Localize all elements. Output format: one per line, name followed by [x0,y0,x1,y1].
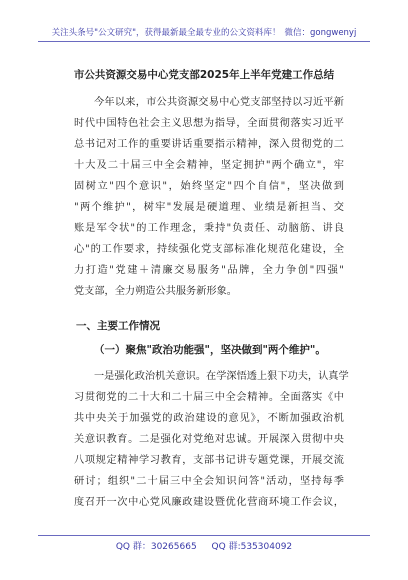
footer-qq-group-2: QQ 群:535304092 [211,542,293,552]
paragraph-line: 固树立"四个意识"，始终坚定"四个自信"，坚决做到 [74,181,344,192]
paragraph-line: 力打造"党建＋清廉交易服务"品牌，全力争创"四强" [74,265,344,276]
paragraph-line: 习贯彻党的二十大和二十届三中全会精神。全面落实《中 [74,392,344,403]
paragraph-line: 账是军令状"的工作理念，秉持"负责任、动脑筋、讲良 [74,223,344,234]
paragraph-line: "两个维护"，树牢"发展是硬道理、业绩是新担当、交 [74,202,344,213]
page-footer [38,535,370,552]
section-paragraph [74,366,349,513]
paragraph-line: 一是强化政治机关意识。在学深悟透上狠下功夫，认真学 [94,371,349,382]
intro-paragraph [74,92,344,302]
paragraph-line: 关意识教育。二是强化对党绝对忠诚。开展深入贯彻中央 [74,434,344,445]
paragraph-line: 时代中国特色社会主义思想为指导，全面贯彻落实习近平 [74,118,344,129]
paragraph-line: 十大及二十届三中全会精神，坚定拥护"两个确立"，牢 [74,160,344,171]
section-heading: 一、主要工作情况 [76,320,160,332]
document-title: 市公共资源交易中心党支部2025年上半年党建工作总结 [73,69,335,81]
paragraph-line: 共中央关于加强党的政治建设的意见》，不断加强政治机 [74,413,344,424]
paragraph-line: 心"的工作要求，持续强化党支部标准化规范化建设，全 [74,244,344,255]
paragraph-line: 研讨；组织"二十届三中全会知识问答"活动，坚持每季 [74,476,344,487]
header-wechat-text: 微信：gongwenyj [284,28,357,38]
page-header [38,26,370,42]
paragraph-line: 党支部，全力朔造公共服务新形象。 [74,286,237,297]
header-promo-text: 关注头条号"公文研究"，获得最新最全最专业的公文资料库！ [51,28,281,38]
paragraph-line: 度召开一次中心党风廉政建设暨优化营商环境工作会议， [74,497,344,508]
footer-qq-group-1: QQ 群：30265665 [115,542,197,552]
paragraph-line: 今年以来，市公共资源交易中心党支部坚持以习近平新 [94,97,344,108]
paragraph-line: 总书记对工作的重要讲话重要指示精神，深入贯彻党的二 [74,139,344,150]
sub-heading: （一）聚焦"政治功能强"，坚决做到"两个维护"。 [94,344,326,356]
paragraph-line: 八项规定精神学习教育，支部书记讲专题党课，开展交流 [74,455,344,466]
